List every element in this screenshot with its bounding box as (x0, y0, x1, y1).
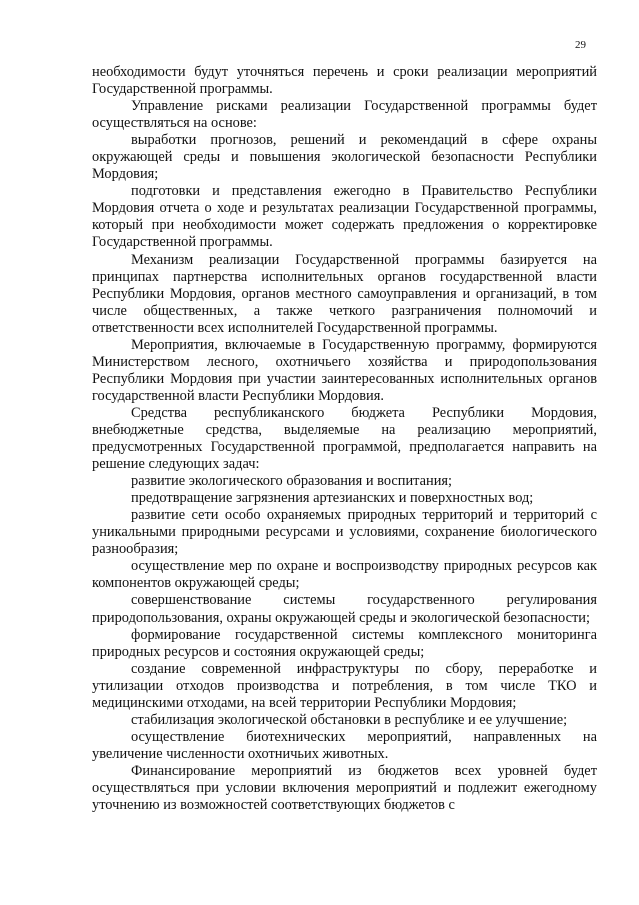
paragraph: Управление рисками реализации Государственной программы будет осуществляться на основе: (92, 98, 597, 132)
task-item: развитие экологического образования и воспитания; (131, 473, 453, 490)
task-item: развитие сети особо охраняемых природных территорий и территорий с уникальными природными ресурсами и условиями, сохранение биологического разнообразия; (92, 507, 597, 558)
task-item: формирование государственной системы комплексного мониторинга природных ресурсов и состояния окружающей среды; (92, 626, 597, 660)
task-item: совершенствование системы государственного регулирования природопользования, охраны окружающей среды и экологической безопасности; (92, 592, 597, 626)
body-text (92, 64, 597, 814)
paragraph: подготовки и представления ежегодно в Правительство Республики Мордовия отчета о ходе и результатах реализации Государственной программы, который при необходимости может содержать предложения о корректировке Государственной программы. (92, 183, 597, 251)
paragraph: выработки прогнозов, решений и рекомендаций в сфере охраны окружающей среды и повышения экологической безопасности Республики Мордовия; (92, 132, 597, 183)
paragraph: Финансирование мероприятий из бюджетов всех уровней будет осуществляться при условии включения мероприятий и подлежит ежегодному уточнению из возможностей соответствующих бюджетов с (92, 762, 597, 814)
task-item: осуществление биотехнических мероприятий, направленных на увеличение численности охотничьих животных. (92, 728, 597, 762)
task-item: предотвращение загрязнения артезианских и поверхностных вод; (131, 490, 534, 507)
task-item: осуществление мер по охране и воспроизводству природных ресурсов как компонентов окружающей среды; (92, 558, 597, 592)
paragraph: Мероприятия, включаемые в Государственную программу, формируются Министерством лесного, охотничьего хозяйства и природопользования Республики Мордовия при участии заинтересованных исполнительных органов государственной власти Республики Мордовия. (92, 336, 597, 404)
paragraph-continuation: необходимости будут уточняться перечень и сроки реализации мероприятий Государственной программы. (92, 64, 597, 98)
paragraph: Механизм реализации Государственной программы базируется на принципах партнерства исполнительных органов государственной власти Республики Мордовия, органов местного самоуправления и организаций, в том числе общественных, а также четкого разграничения полномочий и ответственности всех исполнителей Государственной программы. (92, 251, 597, 336)
page-number: 29 (575, 39, 586, 51)
paragraph: Средства республиканского бюджета Республики Мордовия, внебюджетные средства, выделяемые на реализацию мероприятий, предусмотренных Государственной программой, предполагается направить на решение следующих задач: (92, 404, 597, 473)
task-item: создание современной инфраструктуры по сбору, переработке и утилизации отходов производства и потребления, в том числе ТКО и медицинскими отходами, на всей территории Республики Мордовия; (92, 660, 597, 711)
task-item: стабилизация экологической обстановки в республике и ее улучшение; (131, 711, 568, 728)
